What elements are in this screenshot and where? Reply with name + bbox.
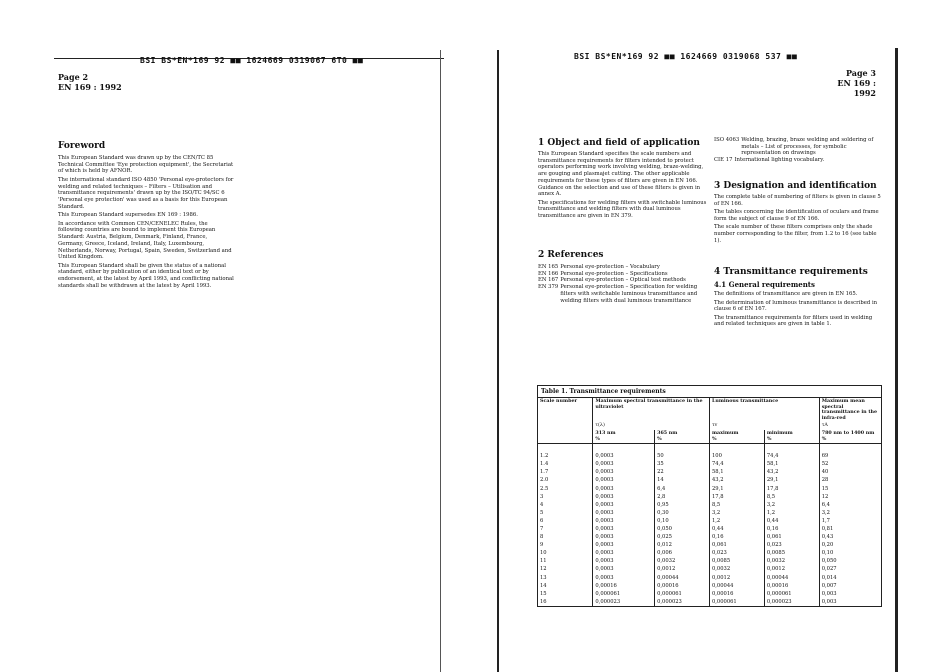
reference-item: EN 167 Personal eye-protection – Optical test methods (538, 277, 686, 284)
standard-number: EN 169 : 1992 (58, 82, 122, 92)
table-cell: 0,10 (819, 549, 881, 557)
table-cell: 0,023 (709, 549, 764, 557)
table-cell: 8 (540, 534, 544, 541)
header-code: BSI BS*EN*169 92 ■■ 1624669 0319067 6T0 ■■ (140, 56, 364, 65)
table-cell: 50 (655, 444, 710, 461)
table-cell: 5 (540, 509, 544, 516)
reference-item: ISO 4063 Welding, brazing, braze welding and soldering of metals – List of processes, for symbolic representation on drawings (714, 137, 874, 157)
table-row (538, 533, 881, 541)
table-cell: 40 (819, 468, 881, 476)
header-luminous: Luminous transmittance (709, 398, 819, 422)
section-4-paragraph: The definitions of transmittance are given in EN 165. (714, 291, 858, 297)
table-cell: 0,43 (819, 533, 881, 541)
section-4-paragraph: The determination of luminous transmittance is described in clause 6 of EN 167. (714, 299, 878, 313)
table-row (538, 509, 881, 517)
table-row (538, 574, 881, 582)
table-cell: 0,0003 (593, 525, 655, 533)
foreword-body (58, 155, 234, 291)
table-cell: 74,4 (764, 444, 819, 461)
table-row (538, 501, 881, 509)
left-page (0, 0, 450, 672)
table-cell: 0,0003 (593, 485, 655, 493)
table-cell: 0,0003 (593, 557, 655, 565)
table-cell: 0,0003 (593, 444, 655, 461)
foreword-paragraph: In accordance with Common CEN/CENELEC Rules, the following countries are bound to implement this European Standard: Austria, Belgium, Denmark, Finland, France, Germany, Greece, Iceland, Ireland, Italy, Luxembourg, Netherlands, Norway, Portugal, Spain, Sweden, Switzerland and United Kingdom. (58, 220, 232, 261)
table-cell: 0,000023 (593, 598, 655, 606)
table-cell: 16 (540, 598, 547, 605)
table-cell: 14 (655, 476, 710, 484)
table-cell: 0,0032 (655, 557, 710, 565)
table-cell: 8,5 (709, 501, 764, 509)
table-cell: 0,00044 (764, 574, 819, 582)
table-cell: 2,8 (655, 493, 710, 501)
table-cell: 0,0012 (709, 574, 764, 582)
table-row (538, 549, 881, 557)
table-cell: 7 (540, 526, 544, 532)
table-cell: 6,4 (819, 501, 881, 509)
section-1-title: 1 Object and field of application (538, 138, 700, 148)
foreword-paragraph: This European Standard supersedes EN 169 : 1986. (58, 212, 198, 219)
header-ir-symbol: τA (819, 422, 881, 430)
table-cell: 35 (655, 460, 710, 468)
table-cell: 0,0085 (709, 557, 764, 565)
table-cell: 0,0085 (764, 549, 819, 557)
header-code: BSI BS*EN*169 92 ■■ 1624669 0319068 537 ■■ (574, 52, 798, 61)
table-cell: 0,007 (819, 582, 881, 590)
section-4-body (714, 291, 882, 330)
page-label (58, 72, 122, 92)
table-cell: 0,006 (655, 549, 710, 557)
table-cell: 0,025 (655, 533, 710, 541)
header-lum-symbol: τv (709, 422, 819, 430)
section-3-body (714, 194, 882, 246)
table-cell: 4 (540, 501, 544, 508)
table-cell: 43,2 (764, 468, 819, 476)
table-cell: 1.7 (540, 469, 549, 476)
table-cell: 12 (819, 493, 881, 501)
table-cell: 0,0003 (593, 541, 655, 549)
foreword-paragraph: The international standard ISO 4850 'Personal eye-protectors for welding and related techniques – Filters – Utilisation and transmittance requirements' drawn up by the ISO/TC 94/SC 6 'Personal eye protection' was used as a basis for this European Standard. (58, 176, 234, 210)
header-ir: Maximum mean spectral transmittance in the infra-red (819, 398, 881, 422)
table-cell: 0,00044 (655, 574, 710, 582)
table-cell: 13 (540, 574, 547, 581)
table-cell: 3 (540, 493, 544, 500)
header-scale: Scale number (540, 398, 578, 404)
table-cell: 0,81 (819, 525, 881, 533)
table-cell: 0,061 (709, 541, 764, 549)
table-cell: 0,95 (655, 501, 710, 509)
section-1-paragraph: This European Standard specifies the scale numbers and transmittance requirements for filters intended to protect operators performing work involving welding, braze-welding, are gouging and plasmajet cutting. The other applicable requirements for these types of filters are given in EN 166. Guidance on the selection and use of these filters is given in annex A. (538, 151, 704, 198)
table-cell: 0,0003 (593, 468, 655, 476)
table-cell: 3,2 (819, 509, 881, 517)
table-cell: 0,20 (819, 541, 881, 549)
table-row (538, 476, 881, 484)
table-cell: 0,00016 (764, 582, 819, 590)
table-cell: 0,16 (709, 533, 764, 541)
table-cell: 1,2 (764, 509, 819, 517)
page-label (820, 68, 876, 98)
table-cell: 28 (819, 476, 881, 484)
table-cell: 0,0003 (593, 533, 655, 541)
table-cell: 0,003 (819, 590, 881, 598)
page-number: Page 2 (58, 72, 89, 82)
table-cell: 6,4 (655, 485, 710, 493)
section-1-body (538, 151, 708, 222)
table-cell: 2.0 (540, 477, 549, 484)
table-row (538, 598, 881, 606)
table-cell: 52 (819, 460, 881, 468)
section-3-title: 3 Designation and identification (714, 181, 877, 191)
table-cell: 11 (540, 558, 547, 565)
table-body (538, 444, 881, 606)
table-cell: 0,0032 (709, 565, 764, 573)
section-2-title: 2 References (538, 250, 604, 260)
table-row (538, 590, 881, 598)
foreword-paragraph: This European Standard was drawn up by the CEN/TC 85 Technical Committee 'Eye protection equipment', the Secretariat of which is held by AFNOR. (58, 155, 234, 175)
section-1-paragraph: The specifications for welding filters with switchable luminous transmittance and welding filters with dual luminous transmittance are given in EN 379. (538, 199, 707, 220)
foreword-paragraph: This European Standard shall be given the status of a national standard, either by publication of an identical text or by endorsement, at the latest by April 1993, and conflicting national standards shall be withdrawn at the latest by April 1993. (58, 262, 234, 289)
table-cell: 0,44 (764, 517, 819, 525)
table-cell: 0,0003 (593, 517, 655, 525)
table-cell: 0,44 (709, 525, 764, 533)
table-cell: 0,027 (819, 565, 881, 573)
table-cell: 0,00016 (655, 582, 710, 590)
table-cell: 0,0003 (593, 501, 655, 509)
table-cell: 0,30 (655, 509, 710, 517)
table-cell: 0,10 (655, 517, 710, 525)
table-cell: 0,0003 (593, 509, 655, 517)
table-cell: 29,1 (709, 485, 764, 493)
table-cell: 0,061 (764, 533, 819, 541)
right-page-left-edge (497, 50, 499, 672)
transmittance-table (537, 385, 882, 607)
table-cell: 6 (540, 517, 544, 524)
table-cell: 0,0003 (593, 476, 655, 484)
header-365: 365 nm % (655, 430, 710, 444)
references-continued (714, 137, 882, 164)
standard-number: EN 169 : 1992 (837, 78, 876, 98)
table-cell: 0,000061 (593, 590, 655, 598)
table-row (538, 468, 881, 476)
table-cell: 15 (819, 485, 881, 493)
table-cell: 0,0012 (764, 565, 819, 573)
table-row (538, 557, 881, 565)
table-cell: 0,00016 (593, 582, 655, 590)
table-cell: 0,014 (819, 574, 881, 582)
table-cell: 0,012 (655, 541, 710, 549)
header-uv-symbol: τ(λ) (593, 422, 710, 430)
table-cell: 8,5 (764, 493, 819, 501)
page-number: Page 3 (845, 68, 876, 78)
table-cell: 0,0032 (764, 557, 819, 565)
table-row (538, 565, 881, 573)
table-cell: 0,023 (764, 541, 819, 549)
table-cell: 58,1 (709, 468, 764, 476)
table-cell: 9 (540, 542, 544, 549)
table-cell: 58,1 (764, 460, 819, 468)
table-cell: 10 (540, 550, 547, 557)
table-row (538, 541, 881, 549)
table-cell: 1.2 (540, 453, 549, 460)
reference-item: EN 166 Personal eye-protection – Specifications (538, 270, 668, 277)
reference-item: EN 379 Personal eye-protection – Specification for welding filters with switchable luminous transmittance and welding filters with dual luminous transmittance (538, 284, 698, 304)
table-row (538, 517, 881, 525)
table-caption: Table 1. Transmittance requirements (538, 386, 881, 398)
table-row (538, 493, 881, 501)
header-uv: Maximum spectral transmittance in the ultraviolet (593, 398, 710, 422)
table-cell: 69 (819, 444, 881, 461)
table-row (538, 525, 881, 533)
table-cell: 22 (655, 468, 710, 476)
table-row (538, 460, 881, 468)
table-cell: 0,050 (655, 525, 710, 533)
table-cell: 14 (540, 582, 547, 589)
table-cell: 17,8 (709, 493, 764, 501)
references-list (538, 264, 708, 304)
table-cell: 0,000023 (655, 598, 710, 606)
table-cell: 0,0003 (593, 493, 655, 501)
table-cell: 0,000061 (709, 598, 764, 606)
reference-item: EN 165 Personal eye-protection – Vocabulary (538, 264, 660, 270)
table-cell: 15 (540, 590, 547, 597)
table-cell: 3,2 (764, 501, 819, 509)
table-cell: 1.4 (540, 461, 549, 468)
header-min: minimum % (764, 430, 819, 444)
table-cell: 2.5 (540, 485, 549, 492)
table-cell: 12 (540, 566, 547, 573)
table-cell: 17,8 (764, 485, 819, 493)
table-cell: 1,7 (819, 517, 881, 525)
section-4-title: 4 Transmittance requirements (714, 267, 868, 277)
section-3-paragraph: The tables concerning the identification of oculars and frame form the subject of clause 9 of EN 166. (714, 209, 879, 222)
table-cell: 0,0003 (593, 549, 655, 557)
table-cell: 0,00016 (709, 590, 764, 598)
table-row (538, 444, 881, 461)
table-cell: 0,003 (819, 598, 881, 606)
table-cell: 43,2 (709, 476, 764, 484)
table-cell: 0,000023 (764, 598, 819, 606)
table-cell: 3,2 (709, 509, 764, 517)
table-cell: 0,0003 (593, 565, 655, 573)
section-3-paragraph: The scale number of these filters comprises only the shade number corresponding to the filter, from 1.2 to 16 (see table 1). (714, 224, 877, 244)
reference-item: CIE 17 International lighting vocabulary. (714, 157, 825, 164)
table-cell: 0,0012 (655, 565, 710, 573)
table-cell: 0,000061 (655, 590, 710, 598)
table-cell: 74,4 (709, 460, 764, 468)
table-cell: 0,16 (764, 525, 819, 533)
header-313: 313 nm % (593, 430, 655, 444)
header-ir-range: 780 nm to 1400 nm % (819, 430, 881, 444)
header-max: maximum % (709, 430, 764, 444)
table-cell: 29,1 (764, 476, 819, 484)
section-4-paragraph: The transmittance requirements for filters used in welding and related techniques are given in table 1. (714, 314, 873, 328)
table-row (538, 582, 881, 590)
table-cell: 0,00044 (709, 582, 764, 590)
table-cell: 0,000061 (764, 590, 819, 598)
table-cell: 0,050 (819, 557, 881, 565)
table-cell: 100 (709, 444, 764, 461)
table-cell: 0,0003 (593, 460, 655, 468)
table-cell: 0,0003 (593, 574, 655, 582)
foreword-title: Foreword (58, 141, 106, 151)
table-row (538, 485, 881, 493)
section-3-paragraph: The complete table of numbering of filters is given in clause 5 of EN 166. (714, 194, 881, 207)
table-cell: 1,2 (709, 517, 764, 525)
section-4-1-title: 4.1 General requirements (714, 280, 815, 289)
